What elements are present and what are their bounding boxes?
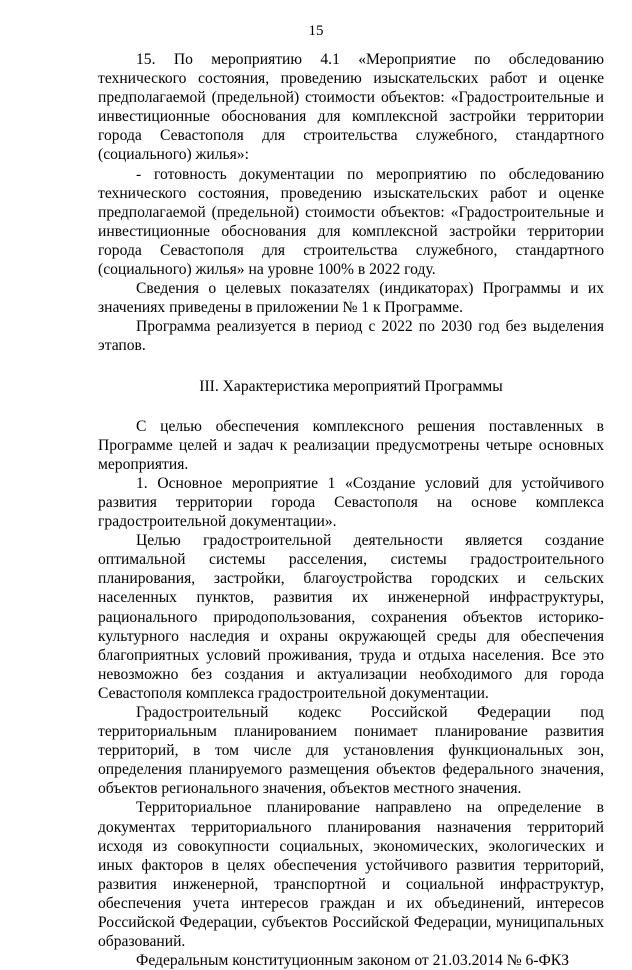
- section-heading: III. Характеристика мероприятий Программы: [199, 377, 503, 395]
- paragraph-documentation-readiness: - готовность документации по мероприятию по обследованию технического состояния, проведению изыскательских работ и оценке предполагаемой (предельной) стоимости объектов: «Градостроительные и инвестиционные обоснования для комплексной застройки территории города Севастополя для строительства служебного, стандартного (социального) жилья» на уровне 100% в 2022 году.: [98, 165, 604, 279]
- paragraph-main-measure-1: 1. Основное мероприятие 1 «Создание условий для устойчивого развития территории города Севастополя на основе комплекса градостроительной документации».: [98, 474, 604, 531]
- paragraph-urban-planning-code: Градостроительный кодекс Российской Федерации под территориальным планированием понимает планирование развития территорий, в том числе для установления функциональных зон, определения планируемого размещения объектов федерального значения, объектов регионального значения, объектов местного значения.: [98, 704, 604, 798]
- paragraph-measure-4-1: 15. По мероприятию 4.1 «Мероприятие по обследованию технического состояния, проведению изыскательских работ и оценке предполагаемой (предельной) стоимости объектов: «Градостроительные и инвестиционные обоснования для комплексной застройки территории города Севастополя для строительства служебного, стандартного (социального) жилья»:: [98, 51, 604, 164]
- paragraph-federal-law: Федеральным конституционным законом от 21.03.2014 № 6-ФКЗ: [136, 952, 570, 970]
- paragraph-target-indicators: Сведения о целевых показателях (индикаторах) Программы и их значениях приведены в приложении № 1 к Программе.: [98, 280, 604, 317]
- spacer: [98, 356, 604, 377]
- spacer: [98, 396, 604, 417]
- document-body: [98, 50, 604, 970]
- paragraph-four-measures: С целью обеспечения комплексного решения поставленных в Программе целей и задач к реализации предусмотрены четыре основных мероприятия.: [98, 417, 604, 473]
- paragraph-urban-planning-goal: Целью градостроительной деятельности является создание оптимальной системы расселения, системы градостроительного планирования, застройки, благоустройства городских и сельских населенных пунктов, развития их инженерной инфраструктуры, рационального природопользования, сохранения объектов историко-культурного наследия и охраны окружающей среды для обеспечения благоприятных условий проживания, труда и отдыха населения. Все это невозможно без создания и актуализации необходимого для города Севастополя комплекса градостроительной документации.: [98, 532, 604, 702]
- paragraph-program-period: Программа реализуется в период с 2022 по 2030 год без выделения этапов.: [98, 318, 604, 355]
- page-number: 15: [308, 23, 324, 39]
- paragraph-territorial-planning: Территориальное планирование направлено на определение в документах территориального планирования назначения территорий исходя из совокупности социальных, экономических, экологических и иных факторов в целях обеспечения устойчивого развития территорий, развития инженерной, транспортной и социальной инфраструктур, обеспечения учета интересов граждан и их объединений, интересов Российской Федерации, субъектов Российской Федерации, муниципальных образований.: [98, 799, 604, 951]
